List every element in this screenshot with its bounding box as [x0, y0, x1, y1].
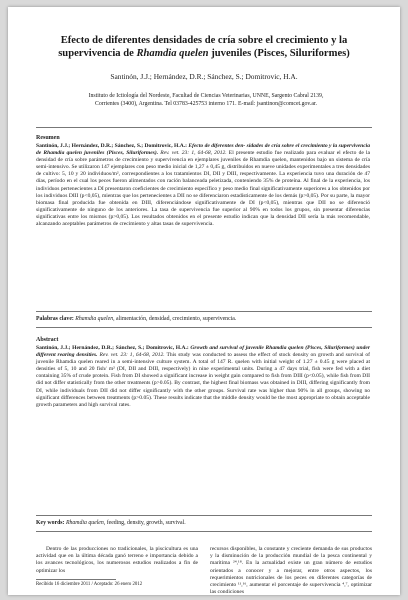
journal-page: [8, 7, 400, 595]
title-line-1: Efecto de diferentes densidades de cría sobre el crecimiento y la: [60, 35, 348, 46]
divider-keywords-abstract: [36, 327, 372, 328]
abstract-heading: Abstract: [36, 337, 59, 343]
intro-column-right: recursos disponibles, la constante y creciente demanda de sus productos y la disminución de la producción mundial de la pesca continental y marítima ²⁴,¹⁸. En la actualidad existe un gran número de estudios orientados a conocer y a mejorar, entre otros aspectos, los requerimientos nutricionales de los peces en diferentes categorías de crecimiento ¹¹,¹⁶, aumentar el porcentaje de supervivencia ⁴,⁷, optimizar las condiciones: [210, 546, 372, 595]
divider-abstract-keywords: [36, 515, 372, 516]
author-list: Santinón, J.J.; Hernández, D.R.; Sánchez, S.; Domitrovic, H.A.: [110, 72, 298, 81]
affiliation: Instituto de Ictiología del Nordeste, Facultad de Ciencias Veterinarias, UNNE, Sargento Cabral 2139, Corrientes (3400), Argentina. Tel 03783-425753 interno 171. E-mail: jsantinon@comcet.gov.ar.: [88, 93, 324, 107]
divider-top: [36, 127, 372, 128]
divider-bottom: [36, 531, 372, 532]
intro-column-left: Dentro de las producciones no tradicionales, la piscicultura es una actividad que en la última década ganó terreno e importancia debido a los avances tecnológicos, los numerosos estudios realizados a fin de optimizar los: [36, 546, 198, 574]
footnote-rule: [36, 579, 116, 580]
article-title: [20, 34, 388, 60]
title-line-2: supervivencia de Rhamdia quelen juveniles (Pisces, Siluriformes): [58, 48, 350, 59]
resumen-heading: Resumen: [36, 135, 60, 141]
palabras-clave: Palabras clave: Rhamdia quelen, alimentación, densidad, crecimiento, supervivencia.: [36, 316, 237, 322]
received-date-footnote: Recibido 16 diciembre 2011 / Aceptado: 26 enero 2012: [36, 582, 143, 587]
key-words: Key words: Rhamdia quelen, feeding, density, growth, survival.: [36, 520, 186, 526]
divider-resumen-keywords: [36, 311, 372, 312]
resumen-body: Santinón, J.J.; Hernández, D.R.; Sánchez, S.; Domitrovic, H.A.: Efecto de diferentes den- sidades de cría sobre el crecimiento y la supervivencia de Rhamdia quelen juveniles (Pisces, Siluriformes). Rev. vet. 23: 1, 64-68, 2012. El presente estudio fue realizado para evaluar el efecto de la densidad de cría sobre parámetros de crecimiento y supervivencia en ejemplares juveniles de Rhamdia quelen, mantenidos bajo un sistema de cría semi-intensivo. Se utilizaron 147 ejemplares con peso medio inicial de 1,27 ± 0,45 g, distribuidos en nueve unidades experimentales a tres densidades de cultivo: 5, 10 y 20 individuos/m², correspondientes a los tratamientos DI, DII y DIII, respectivamente. La experiencia tuvo una duración de 47 días, período en el cual los peces fueron alimentados con ración balanceada peletizada, conteniendo 35% de proteína. Al final de la experiencia, los individuos pertenecientes a DI presentaron coeficientes de crecimiento específico y peso medio final significativamente superiores a los obtenidos por los individuos DIII (p<0,05), mientras que los pertenecientes a DII no se diferenciaron estadísticamente de los demás (p>0,05). Por su parte, la mayor biomasa final producida fue obtenida en DIII, diferenciándose significativamente de DI (p<0,05), mientras que DII no se diferenció significativamente de ninguno de los anteriores. La tasa de supervivencia fue superior al 90% en todos los grupos, sin presentar diferencias significativas entre los mismos (p>0,05). Los resultados obtenidos en el presente estudio indican que la densidad DII sería la más recomendable, alcanzando aceptables parámetros de crecimiento y altas tasas de supervivencia.: [36, 143, 370, 228]
abstract-body: Santinón, J.J.; Hernández, D.R.; Sánchez, S.; Domitrovic, H.A.: Growth and survival of juvenile Rhamdia quelen (Pisces, Siluriformes) under different rearing densities. Rev. vet. 23: 1, 64-68, 2012. This study was conducted to assess the effect of stock density on growth and survival of juvenile Rhamdia quelen reared in a semi-intensive culture system. A total of 147 R. quelen with initial weight of 1.27 ± 0.45 g were placed at densities of 5, 10 and 20 fish/ m² (DI, DII and DIII, respectively) in nine experimental units. During a 47 days trial, fish were fed with a diet containing 35% of crude protein. Fish from DI showed a significant increase in weight gain compared to fish from DIII (p<0.05), while fish from DII did not differ statistically from the other treatments (p>0.05). By contrast, the highest final biomass was obtained in DIII, differing significantly from DI, while individuals from DII did not differ significantly with the other groups. Survival rate was higher than 90% in all groups, showing no significant differences between treatments (p>0.05). These results indicate that the middle density would be the most appropriate to obtain acceptable growth parameters and high survival rates.: [36, 345, 371, 408]
